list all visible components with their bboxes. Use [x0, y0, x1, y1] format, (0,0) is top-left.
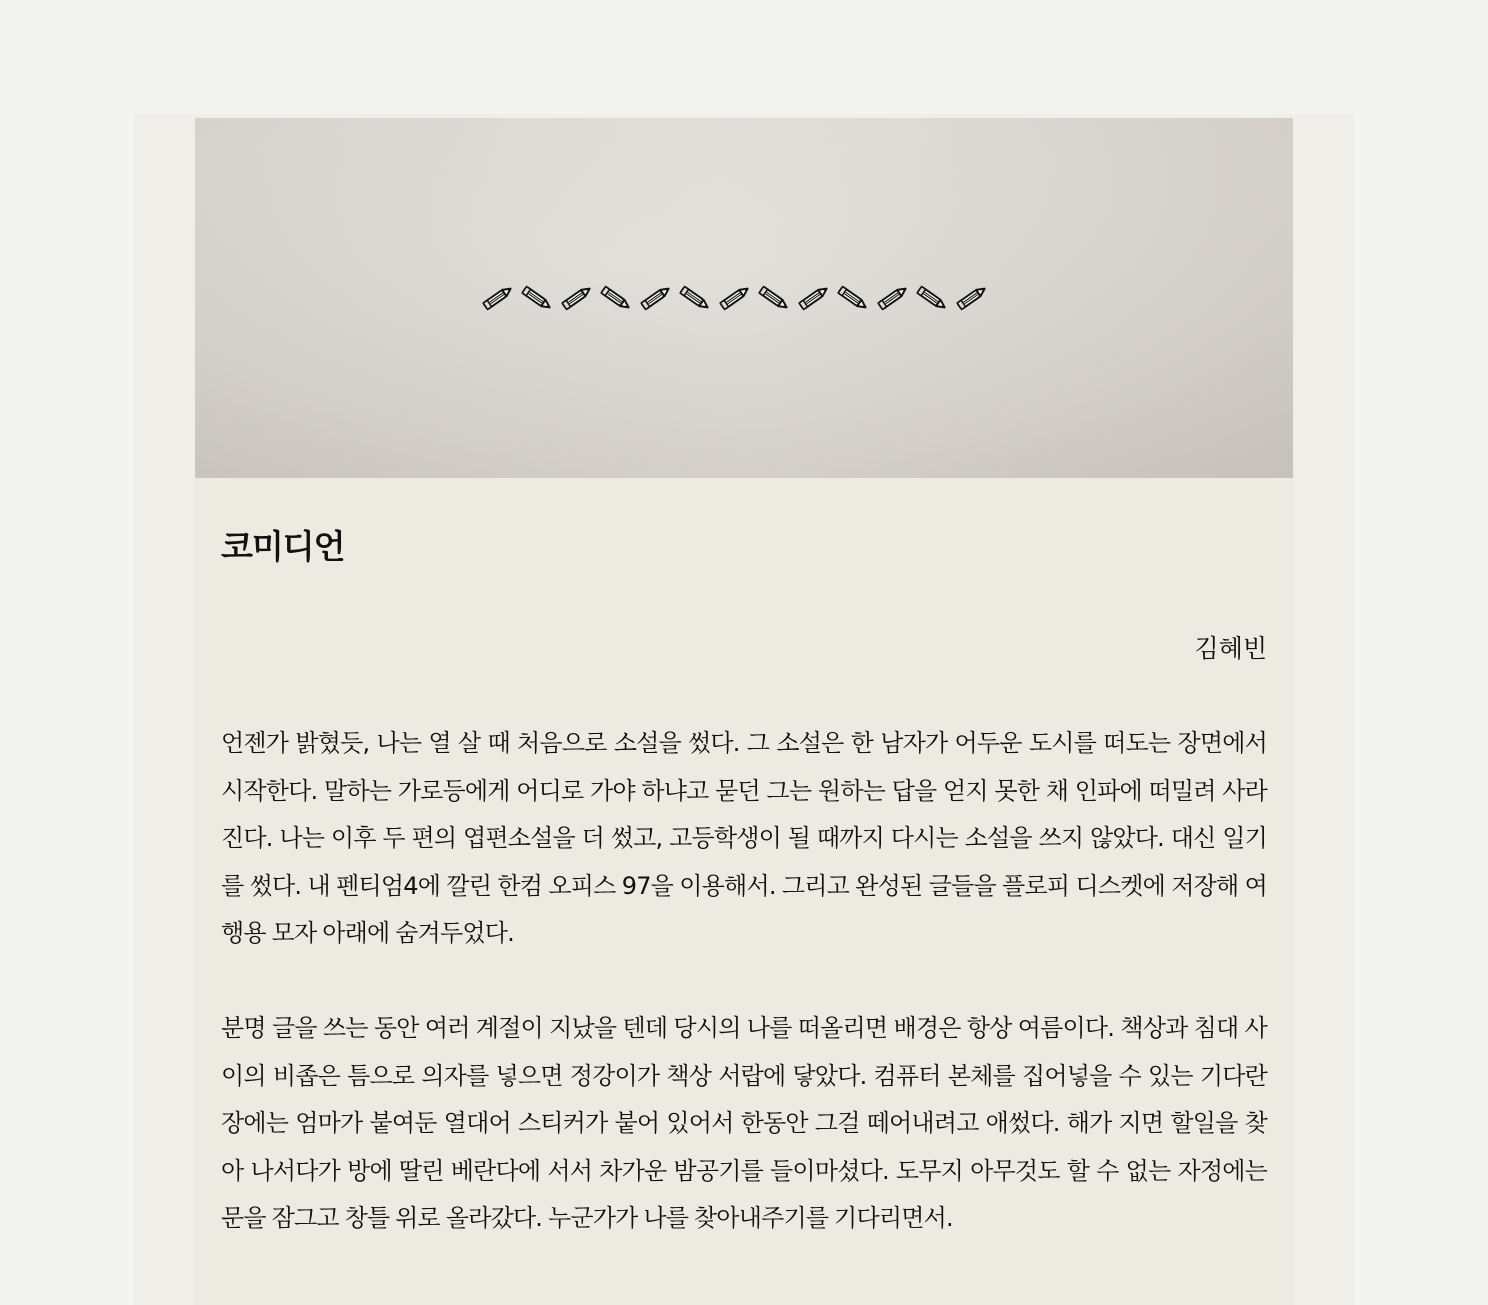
pencil-icon — [557, 282, 595, 314]
pencil-icon — [833, 282, 871, 314]
pencil-icon — [952, 282, 990, 314]
article-title: 코미디언 — [221, 527, 345, 566]
article-author: 김혜빈 — [1194, 634, 1267, 663]
pencil-icon — [912, 282, 950, 314]
pencil-icon — [715, 282, 753, 314]
pencil-icon — [754, 282, 792, 314]
paragraph: 분명 글을 쓰는 동안 여러 계절이 지났을 텐데 당시의 나를 떠올리면 배경은 항상 여름이다. 책상과 침대 사이의 비좁은 틈으로 의자를 넣으면 정강이가 책상 서랍에 닿았다. 컴퓨터 본체를 집어넣을 수 있는 기다란 장에는 엄마가 붙여둔 열대어 스티커가 붙어 있어서 한동안 그걸 떼어내려고 애썼다. 해가 지면 할일을 찾아 나서다가 방에 딸린 베란다에 서서 차가운 밤공기를 들이마셨다. 도무지 아무것도 할 수 없는 자정에는 문을 잠그고 창틀 위로 올라갔다. 누군가가 나를 찾아내주기를 기다리면서. — [221, 1014, 1267, 1232]
pencil-icon — [517, 282, 555, 314]
pencil-icon — [873, 282, 911, 314]
pencil-icon — [478, 282, 516, 314]
paragraph: 언젠가 밝혔듯, 나는 열 살 때 처음으로 소설을 썼다. 그 소설은 한 남자가 어두운 도시를 떠도는 장면에서 시작한다. 말하는 가로등에게 어디로 가야 하냐고 묻던 그는 원하는 답을 얻지 못한 채 인파에 떠밀려 사라진다. 나는 이후 두 편의 엽편소설을 더 썼고, 고등학생이 될 때까지 다시는 소설을 쓰지 않았다. 대신 일기를 썼다. 내 펜티엄4에 깔린 한컴 오피스 97을 이용해서. 그리고 완성된 글들을 플로피 디스켓에 저장해 여행용 모자 아래에 숨겨두었다. — [221, 729, 1267, 947]
banner-image — [195, 118, 1293, 478]
pencil-icon — [794, 282, 832, 314]
pencil-icon — [596, 282, 634, 314]
pencil-divider — [478, 282, 990, 314]
article-card — [195, 118, 1293, 1305]
pencil-icon — [675, 282, 713, 314]
pencil-icon — [636, 282, 674, 314]
